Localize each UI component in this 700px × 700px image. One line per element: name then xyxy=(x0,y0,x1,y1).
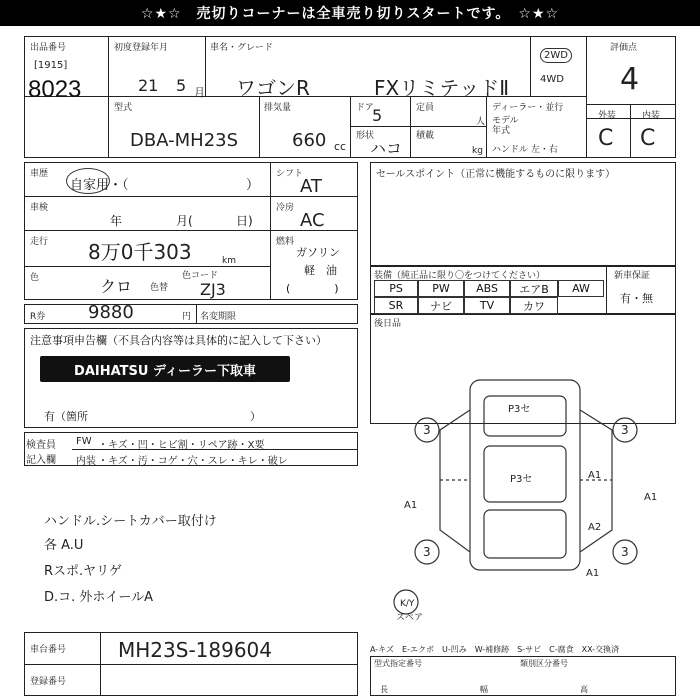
code-label: 色コード xyxy=(182,271,219,281)
equip-airbag: エアB xyxy=(510,280,558,297)
recycle-unit: 円 xyxy=(182,312,192,322)
name-label: 車名・グレード xyxy=(210,43,274,53)
notes-title: 注意事項申告欄（不具合内容等は具体的に記入して下さい） xyxy=(30,334,327,347)
warranty-label: 新車保証 xyxy=(614,271,651,281)
history-value: 自家用・（ xyxy=(70,178,129,193)
tire-fr: 3 xyxy=(621,423,629,437)
fuel-gas: ガソリン xyxy=(296,246,340,259)
car-grade: FXリミテッドⅡ xyxy=(374,76,510,100)
ac-label: 冷房 xyxy=(276,203,295,213)
equip-grid xyxy=(374,280,606,314)
score-value: 4 xyxy=(620,62,640,97)
history-circle xyxy=(66,168,110,194)
type-value: DBA-MH23S xyxy=(130,130,239,151)
model-year-label: モデル 年式 xyxy=(492,116,519,136)
equip-aw: AW xyxy=(558,280,604,297)
mark-right-3: A1 xyxy=(586,568,600,579)
equip-tv: TV xyxy=(464,297,510,314)
reg-month: 5 xyxy=(176,76,187,95)
lot-sub: [1915] xyxy=(34,60,68,71)
inspection-label: 車検 xyxy=(30,203,49,213)
int-label: 内装 xyxy=(642,111,661,121)
inspection-day: 日) xyxy=(236,214,253,228)
tire-rr: 3 xyxy=(621,545,629,559)
shift-label: シフト xyxy=(276,169,304,179)
inspector-int-items: ・キズ・汚・コゲ・穴・スレ・キレ・破レ xyxy=(98,456,288,467)
handnote-3: Rスポ.ヤリゲ xyxy=(44,564,122,579)
repair-value: 有（箇所 xyxy=(44,410,88,423)
equip-label: 装備（純正品に限り〇をつけてください） xyxy=(374,271,546,281)
history-close: ） xyxy=(246,178,260,193)
ext-grade: C xyxy=(598,126,614,151)
inspection-year: 年 xyxy=(110,214,123,228)
dealer-label: ディーラー・並行 xyxy=(492,103,564,113)
inspector-fw: FW xyxy=(76,436,92,447)
recycle-label: R券 xyxy=(30,312,46,322)
equip-pw: PW xyxy=(418,280,464,297)
ext-label: 外装 xyxy=(598,111,617,121)
sales-label: セールスポイント（正常に機能するものに限ります） xyxy=(376,169,616,180)
shape-value: ハコ xyxy=(370,139,403,158)
doors-label: ドア xyxy=(356,103,374,113)
shift-value: AT xyxy=(300,176,322,197)
inspector-fw-items: ・キズ・凹・ヒビ割・リペア跡・X要 xyxy=(98,440,265,451)
inspector-line2: 記入欄 xyxy=(26,455,56,466)
height-label: 高 xyxy=(580,685,588,694)
fuel-paren: ( ) xyxy=(286,282,339,295)
ac-value: AC xyxy=(300,210,325,231)
equip-sr: SR xyxy=(374,297,418,314)
cc-unit: cc xyxy=(334,140,347,153)
equip-abs: ABS xyxy=(464,280,510,297)
reg-month-unit: 月 xyxy=(194,86,205,99)
reg-label: 初度登録年月 xyxy=(114,43,169,53)
tire-fl: 3 xyxy=(423,423,431,437)
mark-center: P3セ xyxy=(510,474,533,485)
fuel-label: 燃料 xyxy=(276,237,295,247)
banner: ☆★☆ 売切りコーナーは全車売り切りスタートです。 ☆★☆ xyxy=(0,0,700,26)
damage-legend: A-キズ E-エクボ U-凹み W-補修跡 S-サビ C-腐食 XX-交換済 xyxy=(370,645,620,654)
type-no-label: 型式指定番号 xyxy=(374,659,422,668)
handle-label: ハンドル 左・右 xyxy=(492,145,558,155)
lot-label: 出品番号 xyxy=(30,43,67,53)
capacity-label: 定員 xyxy=(416,103,435,113)
recycle-value: 9880 xyxy=(88,302,134,323)
regno-label: 登録番号 xyxy=(30,677,67,687)
chassis-label: 車台番号 xyxy=(30,645,67,655)
mark-roof: P3セ xyxy=(508,404,531,415)
color-code: ZJ3 xyxy=(200,280,226,299)
spare-mark: K/Y xyxy=(400,599,415,609)
name-change-label: 名変期限 xyxy=(200,312,237,322)
post-label: 後日品 xyxy=(374,319,402,329)
int-grade: C xyxy=(640,126,656,151)
load-label: 積載 xyxy=(416,131,435,141)
mark-right-far: A1 xyxy=(644,492,658,503)
color-label: 色 xyxy=(30,273,40,283)
repair-close: ） xyxy=(250,410,261,423)
cc-value: 660 xyxy=(292,130,327,151)
type-label: 型式 xyxy=(114,103,133,113)
length-label: 長 xyxy=(380,685,388,694)
shape-label: 形状 xyxy=(356,131,375,141)
drive-4wd: 4WD xyxy=(540,74,564,85)
history-label: 車歴 xyxy=(30,169,49,179)
capacity-unit: 人 xyxy=(476,117,486,127)
mark-left: A1 xyxy=(404,500,418,511)
drive-2wd: 2WD xyxy=(540,48,572,63)
car-diagram xyxy=(396,370,670,623)
tire-rl: 3 xyxy=(423,545,431,559)
mark-right-2: A2 xyxy=(588,522,602,533)
dealer-badge: DAIHATSU ディーラー下取車 xyxy=(40,356,290,382)
width-label: 幅 xyxy=(480,685,488,694)
tone-label: 色替 xyxy=(150,283,169,293)
mileage-value: 8万0千303 xyxy=(88,240,192,264)
score-label: 評価点 xyxy=(610,43,638,53)
reg-year: 21 xyxy=(138,76,159,95)
color-value: クロ xyxy=(100,277,133,296)
inspector-line1: 検査員 xyxy=(26,440,56,451)
car-model: ワゴンR xyxy=(236,76,310,100)
mileage-unit: km xyxy=(222,256,236,266)
doors-value: 5 xyxy=(372,106,383,125)
lot-number: 8023 xyxy=(28,76,82,103)
equip-ps: PS xyxy=(374,280,418,297)
chassis-value: MH23S-189604 xyxy=(118,638,273,662)
cc-label: 排気量 xyxy=(264,103,292,113)
handnote-1: ハンドル.シートカバー取付け xyxy=(44,514,217,529)
mileage-label: 走行 xyxy=(30,237,49,247)
equip-navi: ナビ xyxy=(418,297,464,314)
inspection-month: 月( xyxy=(176,214,193,228)
fuel-diesel: 軽 油 xyxy=(304,264,337,277)
warranty-value: 有・無 xyxy=(620,292,653,305)
mark-right-1: A1 xyxy=(588,470,602,481)
load-unit: kg xyxy=(472,146,483,156)
handnote-4: D.コ. 外ホイールA xyxy=(44,590,154,605)
equip-leather: カワ xyxy=(510,297,558,314)
handnote-2: 各 A.U xyxy=(44,538,84,553)
spare-label: スペア xyxy=(396,613,424,623)
inspector-int: 内装 xyxy=(76,456,96,467)
class-no-label: 類別区分番号 xyxy=(520,659,568,668)
